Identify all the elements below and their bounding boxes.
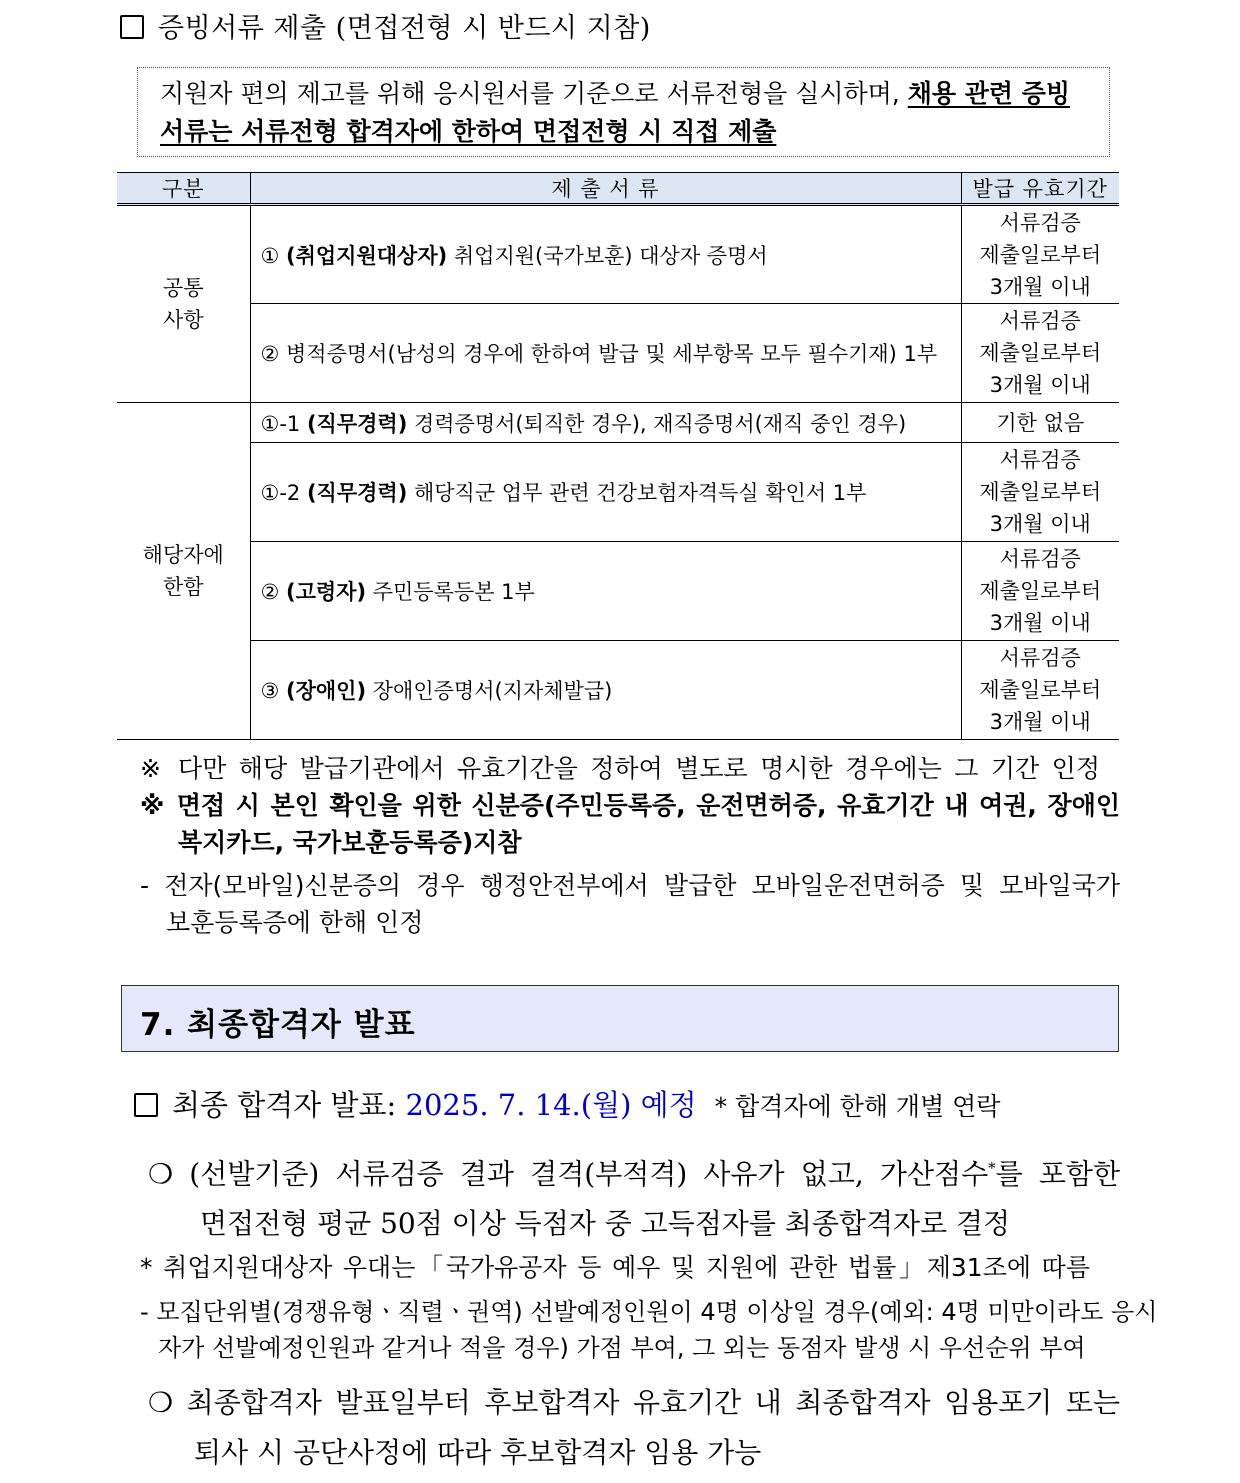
notice-emphasis-1: 채용 관련 증빙 <box>907 79 1071 108</box>
criteria-line-1: ❍ (선발기준) 서류검증 결과 결격(부적격) 사유가 없고, 가산점수*를 포함한 <box>148 1157 1120 1191</box>
document-cell: ① (취업지원대상자) 취업지원(국가보훈) 대상자 증명서 <box>250 205 961 304</box>
validity-cell: 서류검증 제출일로부터 3개월 이내 <box>961 304 1119 403</box>
validity-cell: 서류검증 제출일로부터 3개월 이내 <box>961 205 1119 304</box>
criteria-line-2: 면접전형 평균 50점 이상 득점자 중 고득점자를 최종합격자로 결정 <box>200 1207 1011 1241</box>
header-category: 구분 <box>117 173 250 205</box>
document-cell: ② 병적증명서(남성의 경우에 한하여 발급 및 세부항목 모두 필수기재) 1부 <box>250 304 961 403</box>
documents-table <box>117 172 1119 740</box>
table-row <box>117 542 1119 641</box>
header-documents: 제 출 서 류 <box>250 173 961 205</box>
category-applicable: 해당자에 한함 <box>117 403 250 740</box>
header-validity: 발급 유효기간 <box>961 173 1119 205</box>
table-header-row <box>117 173 1119 205</box>
note-mobile-id-cont: 보훈등록증에 한해 인정 <box>166 908 424 937</box>
table-row <box>117 205 1119 304</box>
validity-cell: 기한 없음 <box>961 403 1119 443</box>
table-row <box>117 304 1119 403</box>
reserve-line-2: 퇴사 시 공단사정에 따라 후보합격자 임용 가능 <box>194 1436 762 1469</box>
table-row <box>117 403 1119 443</box>
document-cell: ①-2 (직무경력) 해당직군 업무 관련 건강보험자격득실 확인서 1부 <box>250 443 961 542</box>
announce-label: 최종 합격자 발표: <box>172 1088 397 1122</box>
table-notes <box>140 750 1120 941</box>
validity-cell: 서류검증 제출일로부터 3개월 이내 <box>961 443 1119 542</box>
validity-cell: 서류검증 제출일로부터 3개월 이내 <box>961 542 1119 641</box>
table-row <box>117 641 1119 740</box>
validity-cell: 서류검증 제출일로부터 3개월 이내 <box>961 641 1119 740</box>
document-cell: ② (고령자) 주민등록등본 1부 <box>250 542 961 641</box>
reserve-appointment <box>148 1378 1120 1478</box>
document-cell: ①-1 (직무경력) 경력증명서(퇴직한 경우), 재직증명서(재직 중인 경우) <box>250 403 961 443</box>
notice-emphasis-2: 서류는 서류전형 합격자에 한하여 면접전형 시 직접 제출 <box>160 117 777 146</box>
footnote-bonus: - 모집단위별(경쟁유형ㆍ직렬ㆍ권역) 선발예정인원이 4명 이상일 경우(예외: 4명 미만이라도 응시 자가 선발예정인원과 같거나 적을 경우) 가점 부여, 그 외는 동점자 발생 시 우선순위 부여 <box>140 1298 1158 1362</box>
document-cell: ③ (장애인) 장애인증명서(지자체발급) <box>250 641 961 740</box>
announcement-line <box>134 1083 1000 1124</box>
reserve-line-1: ❍ 최종합격자 발표일부터 후보합격자 유효기간 내 최종합격자 임용포기 또는 <box>148 1386 1120 1419</box>
category-common: 공통 사항 <box>117 205 250 403</box>
checkbox-square-icon <box>120 15 144 39</box>
footnote-preference: * 취업지원대상자 우대는「국가유공자 등 예우 및 지원에 관한 법률」제31조에 따름 <box>140 1253 1090 1282</box>
announce-note: * 합격자에 한해 개별 연락 <box>714 1092 1001 1121</box>
note-id-card: ※ 면접 시 본인 확인을 위한 신분증(주민등록증, 운전면허증, 유효기간 내 여권, 장애인 <box>140 791 1120 820</box>
checkbox-square-icon <box>134 1093 158 1117</box>
note-id-card-cont: 복지카드, 국가보훈등록증)지참 <box>178 828 522 857</box>
notice-box <box>137 67 1110 157</box>
section-heading: 증빙서류 제출 (면접전형 시 반드시 지참) <box>120 6 651 45</box>
notice-text: 지원자 편의 제고를 위해 응시원서를 기준으로 서류전형을 실시하며, <box>160 79 908 108</box>
announce-date: 2025. 7. 14.(월) 예정 <box>405 1088 697 1122</box>
table-row <box>117 443 1119 542</box>
note-validity: ※ 다만 해당 발급기관에서 유효기간을 정하여 별도로 명시한 경우에는 그 기간 인정 <box>140 754 1100 783</box>
section-7-title: 7. 최종합격자 발표 <box>121 985 1119 1052</box>
selection-criteria <box>148 1143 1120 1249</box>
note-mobile-id: - 전자(모바일)신분증의 경우 행정안전부에서 발급한 모바일운전면허증 및 모바일국가 <box>140 871 1120 900</box>
